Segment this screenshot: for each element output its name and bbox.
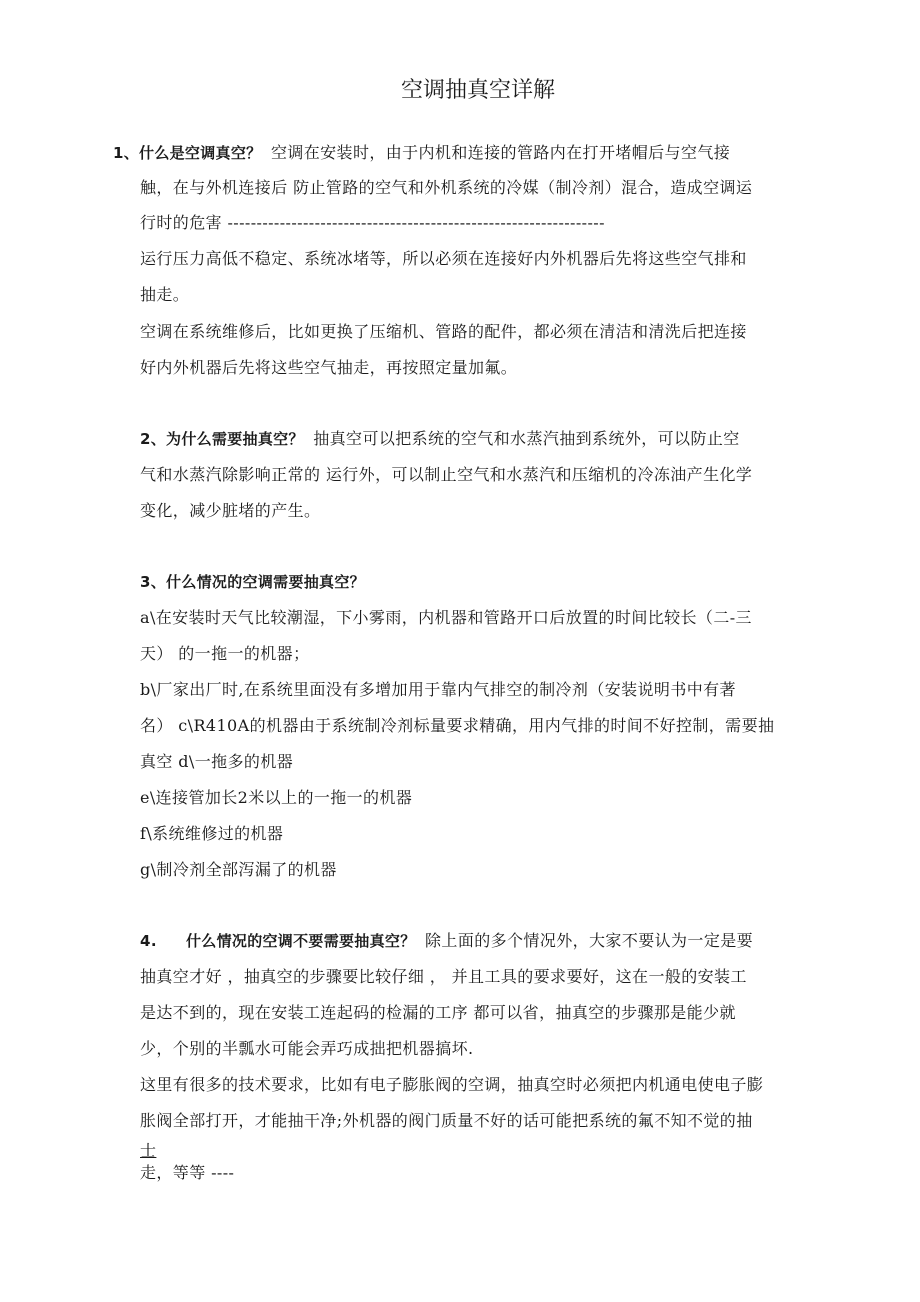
section-4-heading: 什么情况的空调不要需要抽真空？	[186, 932, 416, 950]
section-1-line-4: 运行压力高低不稳定、系统冰堵等，所以必须在连接好内外机器后先将这些空气排和	[140, 249, 747, 268]
section-2-line-3: 变化，减少脏堵的产生。	[140, 501, 321, 520]
section-4-line-4: 少，个别的半瓢水可能会弄巧成拙把机器搞坏.	[140, 1039, 474, 1058]
section-3-line-1: a\在安装时天气比较潮湿，下小雾雨，内机器和管路开口后放置的时间比较长（二-三	[140, 608, 752, 627]
section-1-line-5: 抽走。	[140, 285, 190, 304]
section-4-line-2: 抽真空才好 ，抽真空的步骤要比较仔细 ， 并且工具的要求要好，这在一般的安装工	[140, 967, 747, 986]
section-1-heading: 1、什么是空调真空？	[113, 144, 262, 162]
section-4-line-5: 这里有很多的技术要求，比如有电子膨胀阀的空调，抽真空时必须把内机通电使电子膨	[140, 1075, 764, 1094]
section-3-line-4: 名） c\R410A的机器由于系统制冷剂标量要求精确，用内气排的时间不好控制，需要抽	[140, 716, 775, 735]
section-4-line-1	[140, 929, 753, 953]
section-1-line-3: 行时的危害 -----------------------------------------------------------------	[140, 213, 605, 232]
section-3-line-6: e\连接管加长2米以上的一拖一的机器	[140, 788, 413, 807]
section-4-line-3: 是达不到的，现在安装工连起码的检漏的工序 都可以省，抽真空的步骤那是能少就	[140, 1003, 736, 1022]
section-1-line-7: 好内外机器后先将这些空气抽走，再按照定量加氟。	[140, 358, 518, 377]
section-2-heading: 2、为什么需要抽真空？	[140, 430, 304, 448]
section-4-line-8: 走，等等 ----	[140, 1163, 235, 1182]
section-1-line-1	[113, 141, 730, 165]
section-3-heading: 3、什么情况的空调需要抽真空？	[140, 573, 365, 591]
section-3-line-2: 天） 的一拖一的机器；	[140, 644, 310, 663]
section-4-number: 4.	[140, 932, 157, 950]
page-title: 空调抽真空详解	[400, 78, 555, 103]
section-3-line-8: g\制冷剂全部泻漏了的机器	[140, 860, 337, 879]
section-4-line-7: 士	[140, 1141, 157, 1160]
section-2-line-1	[140, 427, 740, 451]
section-3-line-5: 真空 d\一拖多的机器	[140, 752, 294, 771]
section-2-line-2: 气和水蒸汽除影响正常的 运行外，可以制止空气和水蒸汽和压缩机的冷冻油产生化学	[140, 465, 753, 484]
section-1-line-6: 空调在系统维修后，比如更换了压缩机、管路的配件，都必须在清洁和清洗后把连接	[140, 322, 747, 341]
section-1-line-2: 触，在与外机连接后 防止管路的空气和外机系统的冷媒（制冷剂）混合，造成空调运	[140, 178, 753, 197]
section-1-text-1: 空调在安装时，由于内机和连接的管路内在打开堵帽后与空气接	[270, 143, 731, 162]
section-4-text-1: 除上面的多个情况外，大家不要认为一定是要	[425, 931, 754, 950]
section-2-text-1: 抽真空可以把系统的空气和水蒸汽抽到系统外，可以防止空	[313, 429, 740, 448]
section-3-line-7: f\系统维修过的机器	[140, 824, 284, 843]
section-4-line-6: 胀阀全部打开，才能抽干净;外机器的阀门质量不好的话可能把系统的氟不知不觉的抽	[140, 1111, 753, 1130]
section-3-line-3: b\厂家出厂时,在系统里面没有多增加用于靠内气排空的制冷剂（安装说明书中有著	[140, 680, 736, 699]
